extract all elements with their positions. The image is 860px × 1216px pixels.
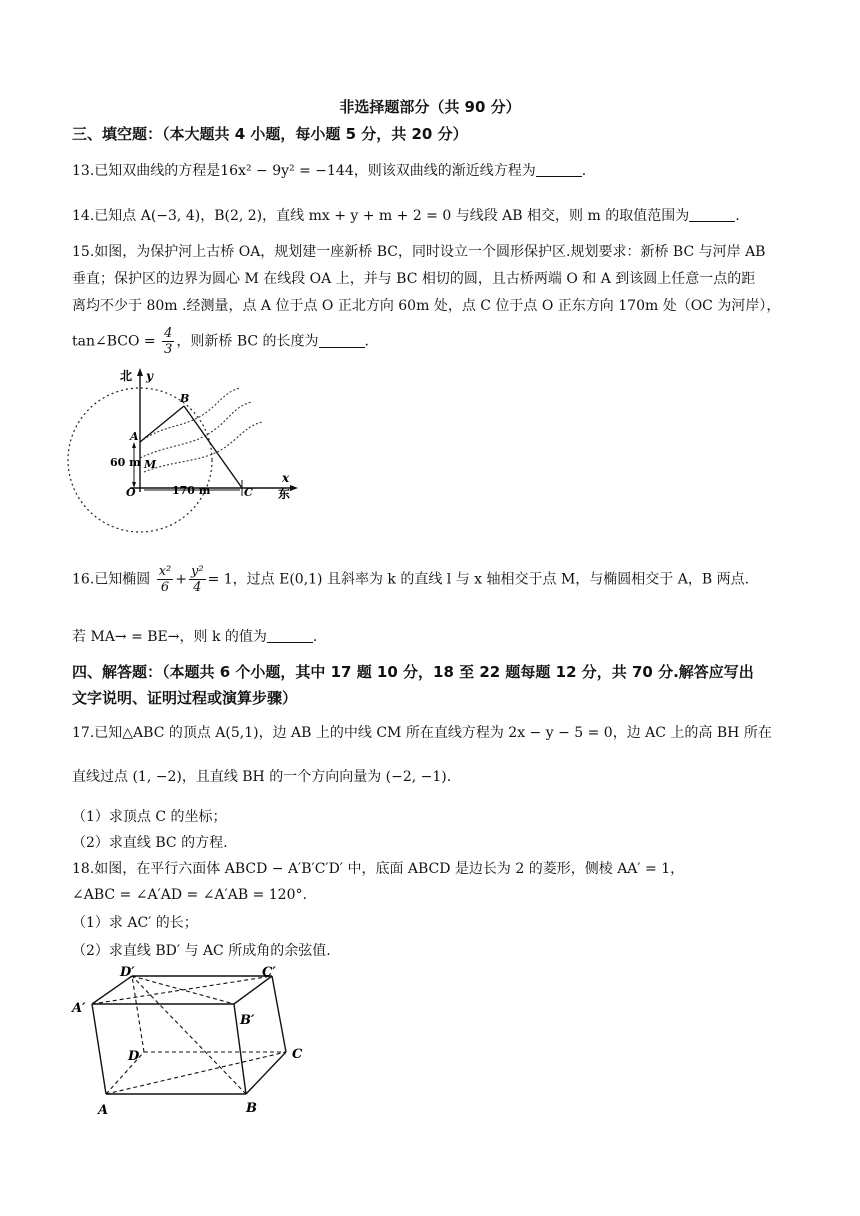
- q16-line2: [72, 626, 792, 648]
- fig15-label-B: B: [180, 392, 190, 405]
- q16-plus: +: [175, 571, 187, 588]
- question-13: [72, 160, 792, 182]
- fig15-170m: 170 m: [172, 484, 211, 497]
- q18-line1: 18.如图，在平行六面体 ABCD − A′B′C′D′ 中，底面 ABCD 是边长为 2 的菱形，侧棱 AA′ = 1，: [72, 861, 685, 877]
- q17-part1: （1）求顶点 C 的坐标；: [72, 809, 227, 825]
- q16-pre: 16.已知椭圆: [72, 571, 151, 588]
- q17-line2: 直线过点 (1, −2)，且直线 BH 的一个方向向量为 (−2, −1).: [72, 769, 452, 785]
- q16-frac1: [157, 564, 174, 595]
- fig15-x-label: x: [282, 471, 290, 485]
- fig18-label-A1: A′: [72, 1001, 86, 1016]
- q14-answer-blank: [689, 207, 735, 222]
- fig18-label-C: C: [292, 1047, 303, 1062]
- q15-line4-post: ，则新桥 BC 的长度为: [176, 333, 319, 350]
- section3-heading: 三、填空题：（本大题共 4 小题，每小题 5 分，共 20 分）: [72, 125, 468, 143]
- q18-part2: （2）求直线 BD′ 与 AC 所成角的余弦值.: [72, 943, 331, 959]
- q15-line3: 离均不少于 80m .经测量，点 A 位于点 O 正北方向 60m 处，点 C 位于点 O 正东方向 170m 处（OC 为河岸），: [72, 298, 781, 314]
- fig15-north: 北: [120, 369, 133, 383]
- q14-end: .: [735, 208, 740, 224]
- fig15-60m: 60 m: [110, 456, 141, 469]
- q16-frac1-num: x²: [158, 564, 172, 579]
- fig18-label-B1: B′: [240, 1013, 255, 1028]
- q16-post: = 1，过点 E(0,1) 且斜率为 k 的直线 l 与 x 轴相交于点 M，与椭圆相交于 A，B 两点.: [207, 571, 750, 588]
- fig18-label-C1: C′: [262, 966, 276, 980]
- fig15-label-A: A: [130, 430, 139, 443]
- q16-frac2-num: y²: [191, 564, 204, 579]
- q13-text: 13.已知双曲线的方程是16x² − 9y² = −144，则该双曲线的渐近线方程为: [72, 163, 536, 179]
- q16-line2-text: 若 MA→ = BE→，则 k 的值为: [72, 629, 267, 645]
- q16-answer-blank: [267, 628, 313, 643]
- q15-line2: 垂直；保护区的边界为圆心 M 在线段 OA 上，并与 BC 相切的圆，且古桥两端 O 和 A 到该圆上任意一点的距: [72, 271, 756, 287]
- fig15-label-O: O: [126, 486, 136, 499]
- q15-line4: [72, 326, 792, 357]
- q15-line1: 15.如图，为保护河上古桥 OA，规划建一座新桥 BC，同时设立一个圆形保护区.规划要求：新桥 BC 与河岸 AB: [72, 244, 766, 260]
- q15-end: .: [364, 333, 369, 350]
- q15-fraction: [162, 326, 174, 357]
- q18-figure: [70, 966, 320, 1126]
- q14-text: 14.已知点 A(−3, 4)，B(2, 2)，直线 mx + y + m + 2 = 0 与线段 AB 相交，则 m 的取值范围为: [72, 208, 690, 224]
- q18-line2: ∠ABC = ∠A′AD = ∠A′AB = 120°.: [72, 887, 307, 903]
- part-title: 非选择题部分（共 90 分）: [339, 98, 521, 116]
- fig15-label-C: C: [244, 486, 253, 499]
- q17-part2: （2）求直线 BC 的方程.: [72, 835, 228, 851]
- fig18-label-B: B: [246, 1101, 257, 1116]
- q17-line1: 17.已知△ABC 的顶点 A(5,1)，边 AB 上的中线 CM 所在直线方程为 2x − y − 5 = 0，边 AC 上的高 BH 所在: [72, 725, 772, 741]
- q15-answer-blank: [319, 333, 365, 348]
- q13-end: .: [581, 163, 587, 179]
- q13-answer-blank: [536, 162, 582, 177]
- fig15-y-label: y: [146, 369, 153, 383]
- fig15-east: 东: [278, 487, 291, 501]
- section4-heading-line1: 四、解答题：（本题共 6 个小题，其中 17 题 10 分，18 至 22 题每题 12 分，共 70 分.解答应写出: [72, 663, 754, 681]
- q16-frac1-den: 6: [160, 580, 170, 595]
- fig18-label-D1: D′: [120, 966, 135, 980]
- fig18-label-D: D: [128, 1049, 140, 1064]
- q16-end: .: [312, 629, 318, 645]
- question-14: [72, 205, 792, 227]
- q15-frac-den: 3: [164, 342, 173, 357]
- q15-tan: tan∠BCO =: [72, 333, 156, 350]
- section4-heading-line2: 文字说明、证明过程或演算步骤）: [72, 689, 298, 707]
- question-16: [72, 564, 792, 595]
- q18-part1: （1）求 AC′ 的长；: [72, 915, 198, 931]
- q15-figure: [64, 362, 314, 542]
- fig15-label-M: M: [144, 458, 157, 471]
- fig18-label-A: A: [98, 1103, 109, 1118]
- q16-frac2: [189, 564, 206, 595]
- q15-frac-num: 4: [164, 326, 173, 341]
- q16-frac2-den: 4: [193, 580, 202, 595]
